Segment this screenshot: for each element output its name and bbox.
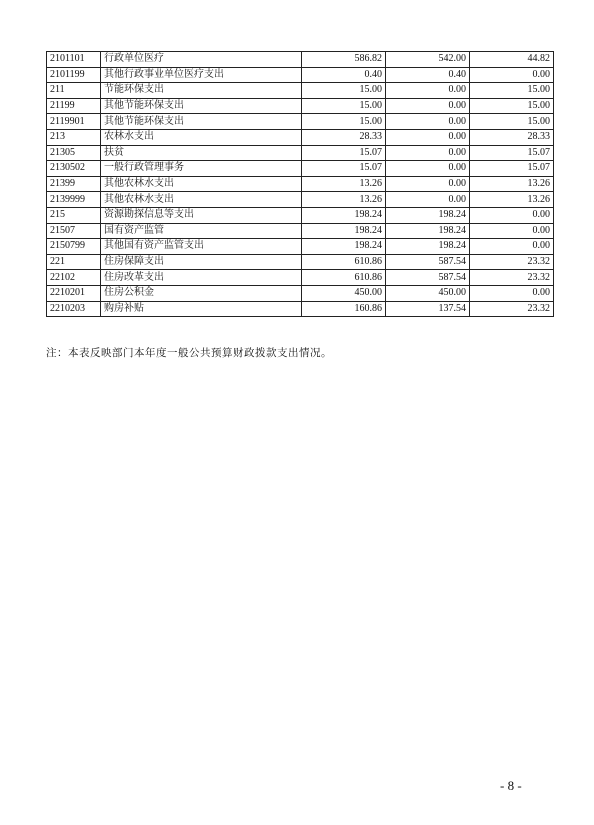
row-basic-cell: 450.00 [386, 285, 470, 301]
row-basic-cell: 198.24 [386, 207, 470, 223]
row-total-cell: 610.86 [302, 270, 386, 286]
row-total-cell: 13.26 [302, 176, 386, 192]
row-basic-cell: 542.00 [386, 52, 470, 68]
row-code-cell: 213 [47, 129, 101, 145]
row-total-cell: 160.86 [302, 301, 386, 317]
table-row [47, 145, 554, 161]
row-total-cell: 0.40 [302, 67, 386, 83]
row-code-cell: 2150799 [47, 239, 101, 255]
row-name-cell: 一般行政管理事务 [101, 161, 302, 177]
row-code-cell: 2210203 [47, 301, 101, 317]
table-row [47, 83, 554, 99]
row-name-cell: 国有资产监管 [101, 223, 302, 239]
row-code-cell: 211 [47, 83, 101, 99]
row-basic-cell: 0.00 [386, 98, 470, 114]
row-code-cell: 2210201 [47, 285, 101, 301]
row-project-cell: 0.00 [470, 239, 554, 255]
row-name-cell: 资源勘探信息等支出 [101, 207, 302, 223]
table-row [47, 98, 554, 114]
row-total-cell: 13.26 [302, 192, 386, 208]
table-row [47, 301, 554, 317]
row-project-cell: 0.00 [470, 223, 554, 239]
row-code-cell: 21199 [47, 98, 101, 114]
row-project-cell: 23.32 [470, 254, 554, 270]
row-name-cell: 其他行政事业单位医疗支出 [101, 67, 302, 83]
row-total-cell: 28.33 [302, 129, 386, 145]
expenditure-table [46, 51, 554, 317]
row-total-cell: 15.07 [302, 161, 386, 177]
row-total-cell: 610.86 [302, 254, 386, 270]
row-basic-cell: 0.00 [386, 129, 470, 145]
row-code-cell: 2139999 [47, 192, 101, 208]
row-total-cell: 450.00 [302, 285, 386, 301]
row-project-cell: 44.82 [470, 52, 554, 68]
table-row [47, 207, 554, 223]
row-name-cell: 住房公积金 [101, 285, 302, 301]
row-basic-cell: 0.00 [386, 161, 470, 177]
row-code-cell: 21399 [47, 176, 101, 192]
row-project-cell: 28.33 [470, 129, 554, 145]
row-basic-cell: 0.40 [386, 67, 470, 83]
row-name-cell: 住房改革支出 [101, 270, 302, 286]
row-project-cell: 15.00 [470, 83, 554, 99]
table-row [47, 129, 554, 145]
row-project-cell: 13.26 [470, 192, 554, 208]
row-name-cell: 农林水支出 [101, 129, 302, 145]
row-name-cell: 住房保障支出 [101, 254, 302, 270]
row-basic-cell: 0.00 [386, 192, 470, 208]
row-name-cell: 其他节能环保支出 [101, 98, 302, 114]
row-basic-cell: 587.54 [386, 254, 470, 270]
table-row [47, 52, 554, 68]
row-code-cell: 22102 [47, 270, 101, 286]
row-project-cell: 15.07 [470, 145, 554, 161]
row-name-cell: 其他节能环保支出 [101, 114, 302, 130]
row-total-cell: 15.00 [302, 83, 386, 99]
row-basic-cell: 0.00 [386, 145, 470, 161]
table-row [47, 67, 554, 83]
row-total-cell: 15.00 [302, 98, 386, 114]
row-total-cell: 15.07 [302, 145, 386, 161]
row-project-cell: 23.32 [470, 301, 554, 317]
row-code-cell: 2101199 [47, 67, 101, 83]
table-row [47, 254, 554, 270]
row-basic-cell: 198.24 [386, 223, 470, 239]
row-project-cell: 23.32 [470, 270, 554, 286]
row-basic-cell: 198.24 [386, 239, 470, 255]
row-project-cell: 0.00 [470, 207, 554, 223]
row-basic-cell: 587.54 [386, 270, 470, 286]
table-row [47, 176, 554, 192]
row-name-cell: 节能环保支出 [101, 83, 302, 99]
row-basic-cell: 0.00 [386, 83, 470, 99]
table-row [47, 223, 554, 239]
row-name-cell: 其他农林水支出 [101, 192, 302, 208]
table-row [47, 114, 554, 130]
row-name-cell: 其他农林水支出 [101, 176, 302, 192]
row-total-cell: 198.24 [302, 239, 386, 255]
row-basic-cell: 0.00 [386, 114, 470, 130]
row-project-cell: 15.07 [470, 161, 554, 177]
row-basic-cell: 0.00 [386, 176, 470, 192]
table-row [47, 270, 554, 286]
row-total-cell: 198.24 [302, 207, 386, 223]
row-total-cell: 586.82 [302, 52, 386, 68]
table-body [47, 52, 554, 317]
row-project-cell: 0.00 [470, 67, 554, 83]
row-name-cell: 行政单位医疗 [101, 52, 302, 68]
row-code-cell: 2101101 [47, 52, 101, 68]
table-row [47, 192, 554, 208]
row-name-cell: 购房补贴 [101, 301, 302, 317]
row-code-cell: 21507 [47, 223, 101, 239]
row-code-cell: 2119901 [47, 114, 101, 130]
table-row [47, 285, 554, 301]
table-note: 注：本表反映部门本年度一般公共预算财政拨款支出情况。 [46, 347, 332, 359]
row-project-cell: 15.00 [470, 98, 554, 114]
row-project-cell: 0.00 [470, 285, 554, 301]
row-basic-cell: 137.54 [386, 301, 470, 317]
row-project-cell: 13.26 [470, 176, 554, 192]
row-code-cell: 221 [47, 254, 101, 270]
table-row [47, 161, 554, 177]
row-project-cell: 15.00 [470, 114, 554, 130]
row-name-cell: 扶贫 [101, 145, 302, 161]
row-total-cell: 198.24 [302, 223, 386, 239]
row-total-cell: 15.00 [302, 114, 386, 130]
row-name-cell: 其他国有资产监管支出 [101, 239, 302, 255]
row-code-cell: 215 [47, 207, 101, 223]
row-code-cell: 21305 [47, 145, 101, 161]
table-row [47, 239, 554, 255]
row-code-cell: 2130502 [47, 161, 101, 177]
page-number: - 8 - [500, 778, 522, 793]
